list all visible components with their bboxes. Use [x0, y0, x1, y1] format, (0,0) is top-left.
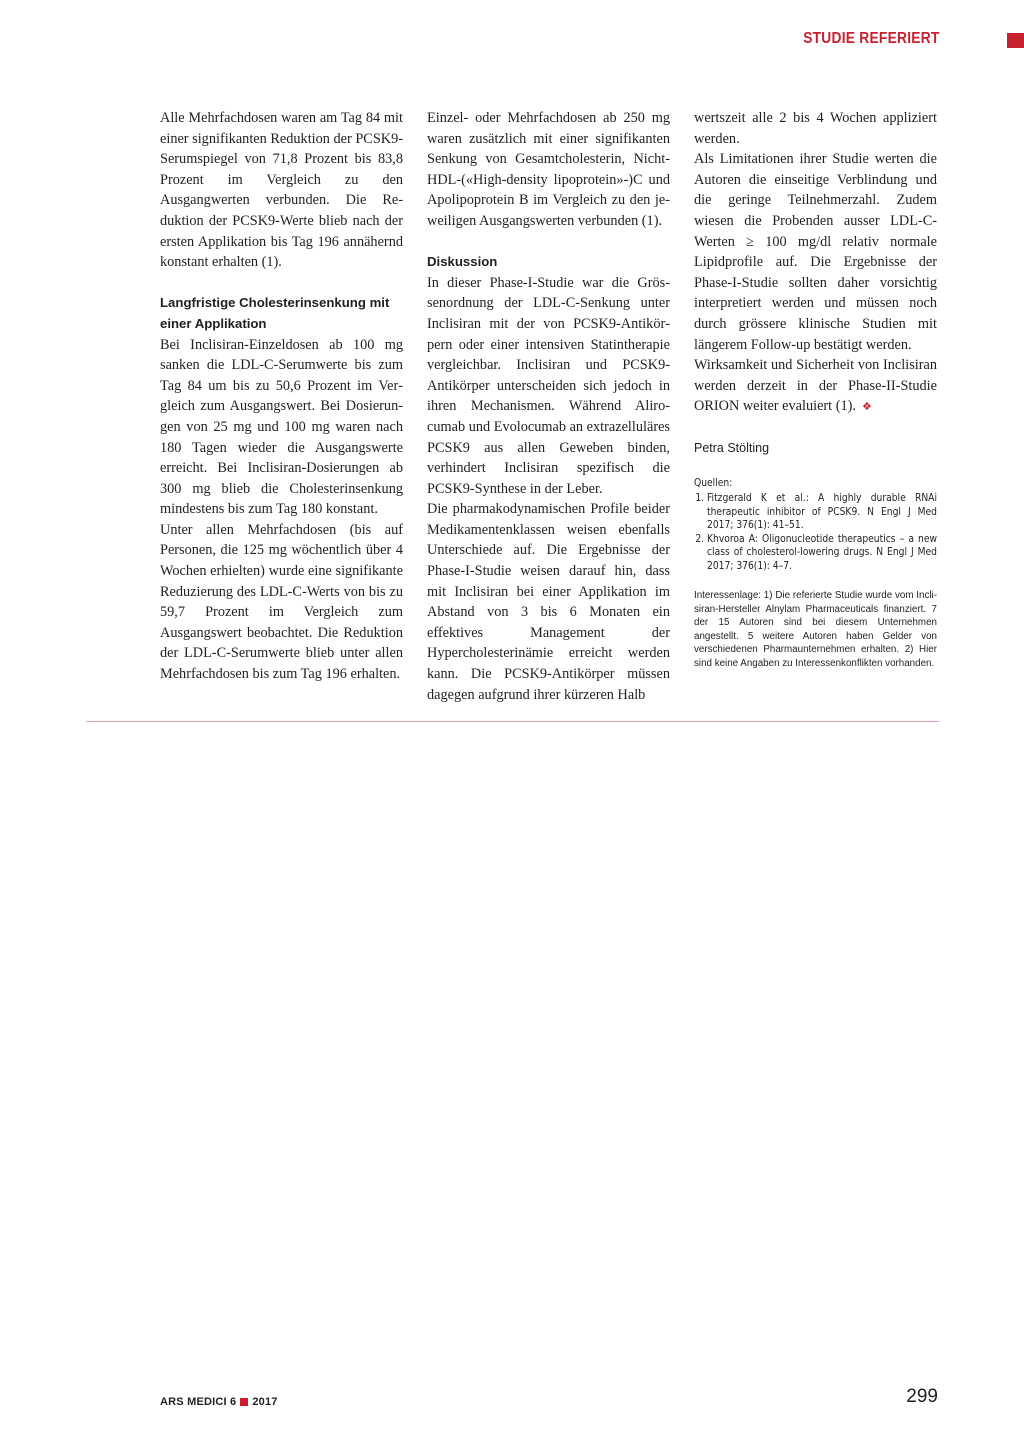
paragraph-final	[694, 355, 937, 418]
footer-square-icon	[240, 1398, 248, 1406]
section-divider	[86, 721, 939, 722]
paragraph: Die pharmakodynamischen Profile beider Medikamentenklassen weisen ebenfalls Unterschiede auf. Die Ergebnisse der Phase-I-Studie weisen darauf hin, dass mit Inclisiran bei einer Applikation im Abstand von 3 bis 6 Monaten ein effektives Management der Hypercholesterinämie erreicht werden kann. Die PCSK9-Antikörper müssen dagegen aufgrund ihrer kürzeren Halb	[427, 501, 670, 703]
subheading: Diskussion	[427, 254, 498, 270]
corner-accent-square	[1007, 33, 1024, 48]
source-item: 1. Fitzgerald K et al.: A highly durable RNAi therapeutic inhibitor of PCSK9. N Engl J Med 2017; 376(1): 41–51.	[707, 492, 937, 533]
paragraph: Als Limitationen ihrer Studie werten die Autoren die einseitige Verblindung und die geringe Teilnehmerzahl. Zudem wiesen die Probenden ausser LDL-C-Werten ≥ 100 mg/dl relativ normale Lipidprofile auf. Die Ergebnisse der Phase-I-Studie sollten daher vorsichtig interpretiert werden und müssen noch durch grössere klinische Studien mit längerem Follow-up bestätigt werden.	[694, 151, 937, 353]
footer-journal	[160, 1396, 278, 1408]
section-label: STUDIE REFERIERT	[803, 30, 940, 47]
paragraph: Alle Mehrfachdosen waren am Tag 84 mit einer signifikanten Reduktion der PCSK9- Serumspiegel von 71,8 Prozent bis 83,8 Prozent im Vergleich zu den Ausgangwerten verbunden. Die Reduktion der PCSK9-Werte blieb nach der ersten Applikation bis Tag 196 annähernd konstant erhalten (1).	[160, 110, 404, 271]
sources-block	[694, 477, 937, 574]
paragraph: Unter allen Mehrfachdosen (bis auf Personen, die 125 mg wöchentlich über 4 Wochen erhielten) wurde eine signifikante Reduzierung des LDL-C-Werts von bis zu 59,7 Prozent im Vergleich zum Ausgangswert beobachtet. Die Reduktion der LDL-C-Serumwerte blieb unter allen Mehrfachdosen bis zum Tag 196 erhalten.	[160, 521, 403, 683]
paragraph-text: Wirksamkeit und Sicherheit von Inclisiran werden derzeit in der Phase-II-Studie ORION weiter evaluiert (1).	[694, 357, 937, 415]
article-column-2	[427, 108, 670, 705]
author-name: Petra Stölting	[694, 440, 770, 455]
paragraph: Einzel- oder Mehrfachdosen ab 250 mg waren zusätzlich mit einer signifikanten Senkung von Gesamtcholesterin, Nicht-HDL-(«High-density lipoprotein»-)C und Apolipoprotein B im Vergleich zu den jeweiligen Ausgangswerten verbunden (1).	[427, 110, 670, 229]
article-column-1	[160, 108, 403, 685]
paragraph: In dieser Phase-I-Studie war die Grössenordnung der LDL-C-Senkung unter Inclisiran mit der von PCSK9-Antikörpern oder einer intensiven Statintherapie vergleichbar. Inclisiran und PCSK9-Antikörper unterscheiden sich jedoch in ihren Mechanismen. Während Alirocumab und Evolocumab an extrazelluläres PCSK9 aus allen Geweben binden, verhindert Inclisiran spezifisch die PCSK9-Synthese in der Leber.	[427, 274, 670, 497]
article-column-3	[694, 108, 937, 671]
paragraph: Bei Inclisiran-Einzeldosen ab 100 mg sanken die LDL-C-Serumwerte bis zum Tag 84 um bis zu 50,6 Prozent im Vergleich zum Ausgangswert. Bei Dosierungen von 25 mg und 100 mg waren nach 180 Tagen wieder die Ausgangswerte erreicht. Bei Inclisiran-Dosierungen ab 300 mg blieb die Cholesterinsenkung mindestens bis zum Tag 180 konstant.	[160, 336, 403, 518]
subheading: Langfristige Cholesterinsenkung mit einer Applikation	[160, 295, 390, 331]
sources-title: Quellen:	[694, 477, 733, 489]
paragraph: wertszeit alle 2 bis 4 Wochen appliziert werden.	[694, 110, 937, 147]
end-mark-icon: ❖	[861, 401, 872, 414]
journal-year: 2017	[252, 1396, 278, 1408]
source-item: 2. Khvoroa A: Oligonucleotide therapeutics – a new class of cholesterol-lowering drugs. N Engl J Med 2017; 376(1): 4–7.	[707, 533, 937, 574]
journal-name: ARS MEDICI 6	[160, 1396, 237, 1408]
conflict-of-interest-note: Interessenlage: 1) Die referierte Studie wurde vom Inclisiran-Hersteller Alnylam Pharmaceuticals finanziert. 7 der 15 Autoren sind bei diesem Unternehmen angestellt. 5 weitere Autoren haben Gelder von verschiedenen Pharmaunternehmen erhalten. 2) Hier sind keine Angaben zu Interessenkonflikten vorhanden.	[694, 590, 937, 669]
sources-list	[694, 492, 937, 573]
page-number: 299	[906, 1386, 938, 1407]
